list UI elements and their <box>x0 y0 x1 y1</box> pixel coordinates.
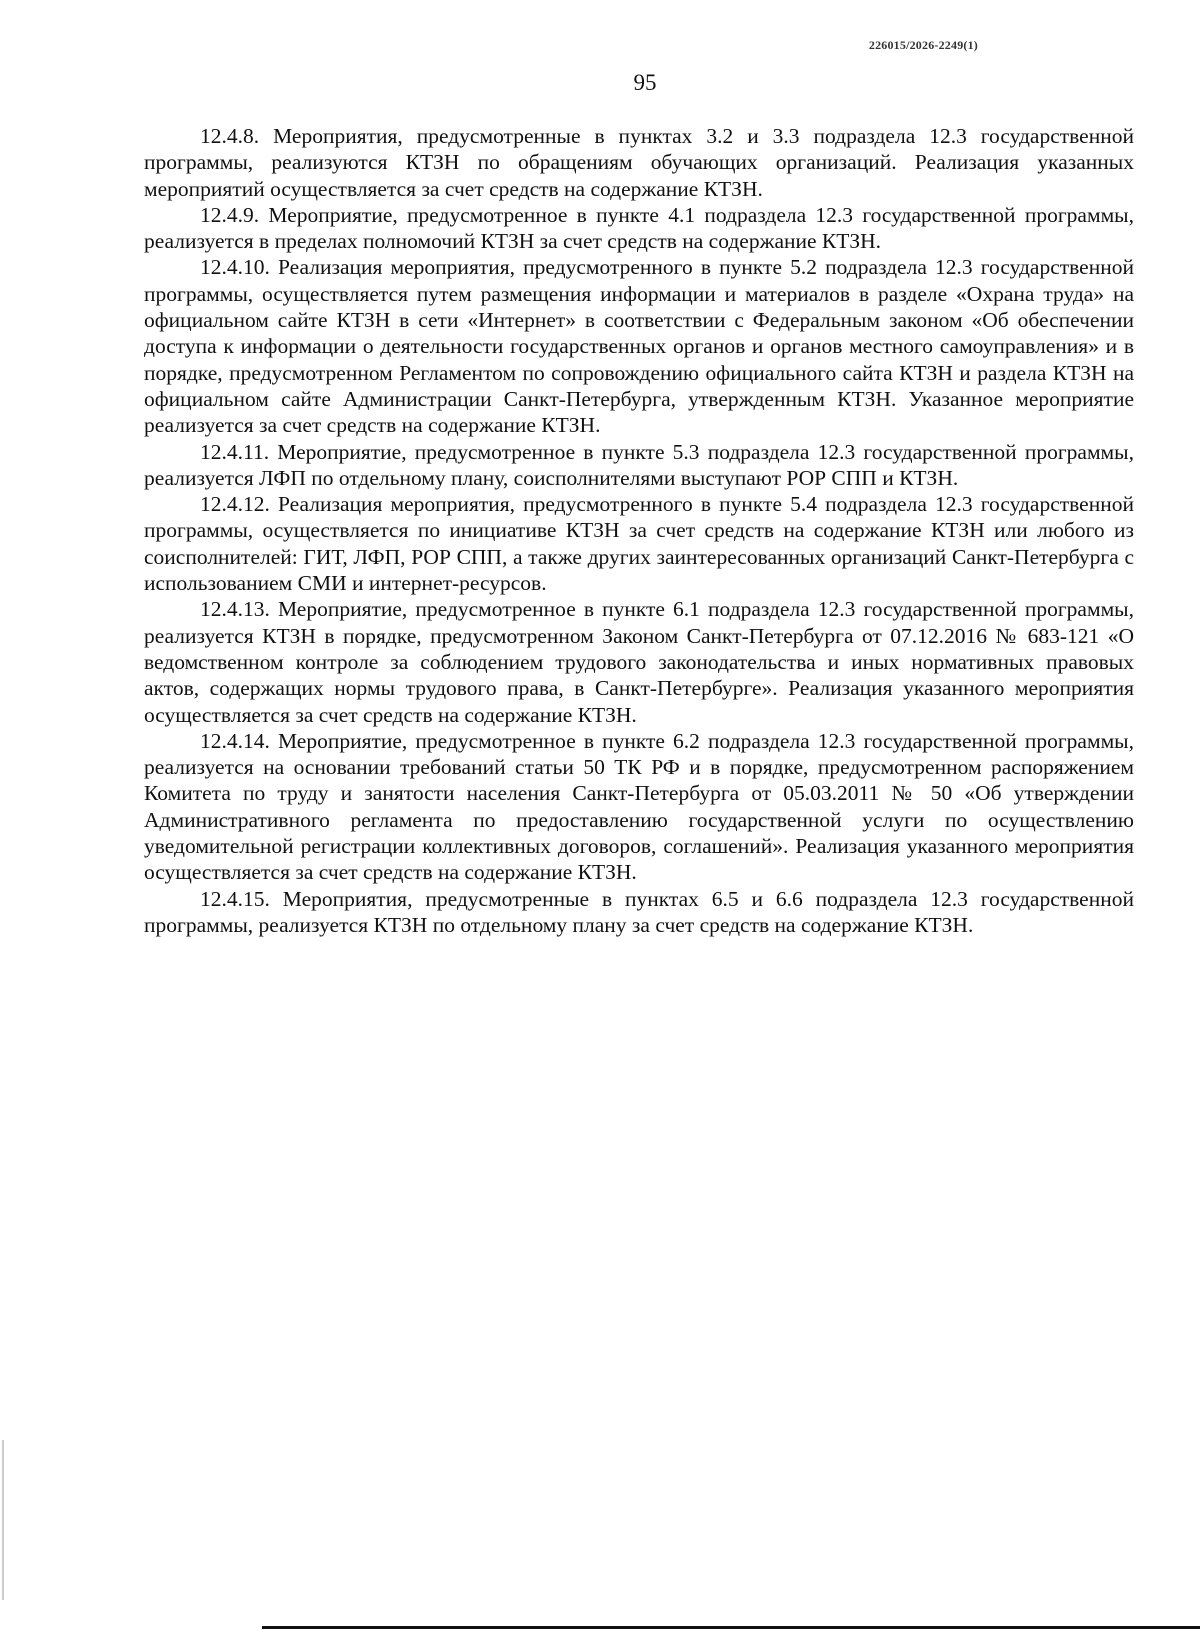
body-text <box>144 123 1134 938</box>
scan-bottom-edge <box>262 1626 1200 1629</box>
paragraph-12-4-9: 12.4.9. Мероприятие, предусмотренное в пункте 4.1 подраздела 12.3 государственной программы, реализуется в пределах полномочий КТЗН за счет средств на содержание КТЗН. <box>144 202 1134 254</box>
scan-edge-mark <box>2 1440 4 1600</box>
paragraph-12-4-8: 12.4.8. Мероприятия, предусмотренные в пунктах 3.2 и 3.3 подраздела 12.3 государственной программы, реализуются КТЗН по обращениям обучающих организаций. Реализация указанных мероприятий осуществляется за счет средств на содержание КТЗН. <box>144 124 1134 201</box>
paragraph-12-4-15: 12.4.15. Мероприятия, предусмотренные в пунктах 6.5 и 6.6 подраздела 12.3 государственной программы, реализуется КТЗН по отдельному плану за счет средств на содержание КТЗН. <box>144 886 1134 937</box>
paragraph-12-4-10: 12.4.10. Реализация мероприятия, предусмотренного в пункте 5.2 подраздела 12.3 государственной программы, осуществляется путем размещения информации и материалов в разделе «Охрана труда» на официальном сайте КТЗН в сети «Интернет» в соответствии с Федеральным законом «Об обеспечении доступа к информации о деятельности государственных органов и органов местного самоуправления» и в порядке, предусмотренном Регламентом по сопровождению официального сайта КТЗН и раздела КТЗН на официальном сайте Администрации Санкт-Петербурга, утвержденным КТЗН. Указанное мероприятие реализуется за счет средств на содержание КТЗН. <box>144 255 1134 438</box>
paragraph-12-4-11: 12.4.11. Мероприятие, предусмотренное в пункте 5.3 подраздела 12.3 государственной программы, реализуется ЛФП по отдельному плану, соисполнителями выступают РОР СПП и КТЗН. <box>144 439 1134 490</box>
page-number: 95 <box>633 70 657 95</box>
paragraph-12-4-13: 12.4.13. Мероприятие, предусмотренное в пункте 6.1 подраздела 12.3 государственной программы, реализуется КТЗН в порядке, предусмотренном Законом Санкт-Петербурга от 07.12.2016 № 683-121 «О ведомственном контроле за соблюдением трудового законодательства и иных нормативных правовых актов, содержащих нормы трудового права, в Санкт-Петербурге». Реализация указанного мероприятия осуществляется за счет средств на содержание КТЗН. <box>144 597 1134 727</box>
paragraph-12-4-14: 12.4.14. Мероприятие, предусмотренное в пункте 6.2 подраздела 12.3 государственной программы, реализуется на основании требований статьи 50 ТК РФ и в порядке, предусмотренном распоряжением Комитета по труду и занятости населения Санкт-Петербурга от 05.03.2011 № 50 «Об утверждении Административного регламента по предоставлению государственной услуги по осуществлению уведомительной регистрации коллективных договоров, соглашений». Реализация указанного мероприятия осуществляется за счет средств на содержание КТЗН. <box>144 728 1134 885</box>
paragraph-12-4-12: 12.4.12. Реализация мероприятия, предусмотренного в пункте 5.4 подраздела 12.3 государственной программы, осуществляется по инициативе КТЗН за счет средств на содержание КТЗН или любого из соисполнителей: ГИТ, ЛФП, РОР СПП, а также других заинтересованных организаций Санкт-Петербурга с использованием СМИ и интернет-ресурсов. <box>144 492 1134 596</box>
document-id: 226015/2026-2249(1) <box>868 38 978 52</box>
